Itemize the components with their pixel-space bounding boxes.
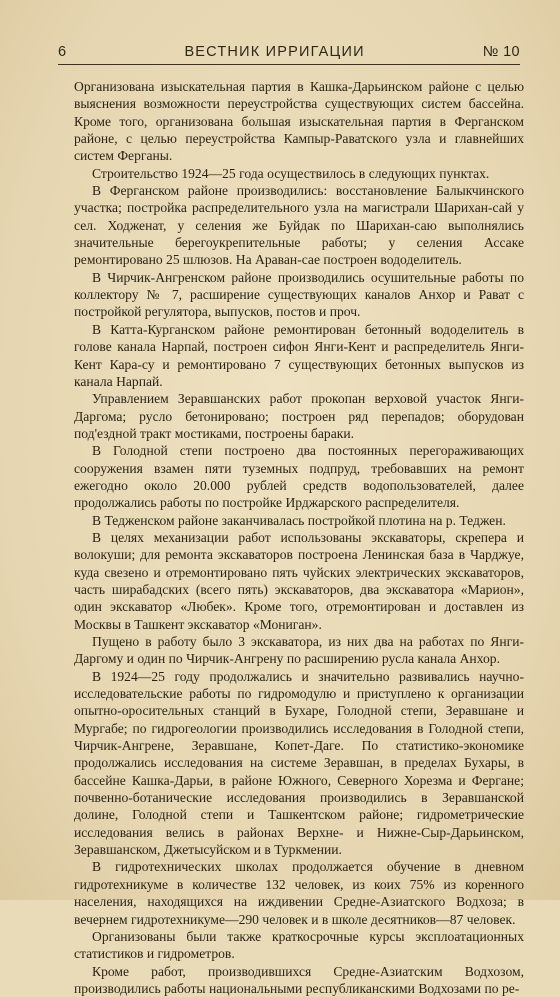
page-number: 6 bbox=[58, 44, 67, 60]
running-head bbox=[58, 44, 520, 64]
header-rule bbox=[58, 64, 520, 65]
paragraph: В 1924—25 году продолжались и значительно развивались научно-исследовательские работы по гидромодулю и приступлено к организации опытно-оросительных станций в Бухаре, Голодной степи, Зеравшане и Мургабе; по гидрогеологии производились исследования в Голодной степи, Чирчик-Ангрене, Зеравшане, Копет-Даге. По статистико-экономике продолжались исследования на системе Зеравшан, в пределах Бухары, в бассейне Кашка-Дарьи, в районе Южного, Северного Хорезма и Фергане; почвенно-ботанические исследования производились в Зеравшанской долине, Голодной степи и Ташкентском районе; гидрометрические исследования велись в районах Верхне- и Нижне-Сыр-Дарьинском, Зеравшанском, Джетысуйском и в Туркмении. bbox=[74, 668, 524, 858]
paragraph: Управлением Зеравшанских работ прокопан верховой участок Янги-Даргома; русло бетонировано; построен ряд перепадов; оборудован под'ездной тракт мостиками, построены бараки. bbox=[74, 391, 524, 441]
paragraph: В Ферганском районе производились: восстановление Балыкчинского участка; постройка распределительного узла на магистрали Шарихан-сай у сел. Ходженат, у селения же Буйдак по Шарихан-саю выполнялись значительные берегоукрепительные работы; у селения Ассаке ремонтировано 25 шлюзов. На Араван-сае построен вододелитель. bbox=[74, 183, 524, 268]
journal-title: ВЕСТНИК ИРРИГАЦИИ bbox=[184, 44, 365, 60]
article-body bbox=[74, 78, 524, 997]
paragraph: В Тедженском районе заканчивалась постройкой плотина на р. Теджен. bbox=[92, 512, 506, 528]
paragraph: Кроме работ, производившихся Средне-Азиатским Водхозом, производились работы национальными республиканскими Водхозами по ре- bbox=[74, 963, 524, 996]
paragraph: В Чирчик-Ангренском районе производились осушительные работы по коллектору № 7, расширение существующих каналов Анхор и Рават с постройкой регулятора, выпусков, постов и проч. bbox=[74, 269, 524, 320]
paragraph: В Голодной степи построено два постоянных перегораживающих сооружения взамен пяти туземных подпруд, требовавших на ремонт ежегодно около 20.000 рублей средств водопользователей, далее продолжались работы по постройке Ирджарского распределителя. bbox=[74, 443, 524, 511]
paragraph: Организованы были также краткосрочные курсы эксплоатационных статистиков и гидрометров. bbox=[74, 928, 524, 962]
paragraph: Строительство 1924—25 года осуществилось в следующих пунктах. bbox=[92, 165, 490, 181]
issue-number: № 10 bbox=[482, 44, 520, 60]
paragraph: В Катта-Курганском районе ремонтирован бетонный вододелитель в голове канала Нарпай, построен сифон Янги-Кент и распределитель Янги-Кент Кара-су и ремонтировано 7 существующих бетонных выпусков из канала Нарпай. bbox=[74, 321, 524, 389]
paragraph: В целях механизации работ использованы экскаваторы, скрепера и волокуши; для ремонта экскаваторов построена Ленинская база в Чарджуе, куда свезено и отремонтировано пять чуйских электрических экскаваторов, часть ширабадских (всего пять) экскаваторов, два экскаватора «Марион», один экскаватор «Любек». Кроме того, отремонтирован и доставлен из Москвы в Ташкент экскаватор «Мониган». bbox=[74, 529, 524, 632]
paragraph: В гидротехнических школах продолжается обучение в дневном гидротехникуме в количестве 132 человек, из коих 75% из коренного населения, находящихся на иждивении Средне-Азиатского Водхоза; в вечернем гидротехникуме—290 человек и в школе десятников—87 человек. bbox=[74, 859, 524, 927]
paragraph: Организована изыскательная партия в Кашка-Дарьинском районе с целью выяснения возможности переустройства существующих систем бассейна. Кроме того, организована большая изыскательная партия в Ферганском районе, с целью переустройства Кампыр-Раватского узла и главнейших систем Ферганы. bbox=[74, 79, 524, 164]
paragraph: Пущено в работу было 3 экскаватора, из них два на работах по Янги-Даргому и один по Чирчик-Ангрену по расширению русла канала Анхор. bbox=[74, 634, 524, 667]
